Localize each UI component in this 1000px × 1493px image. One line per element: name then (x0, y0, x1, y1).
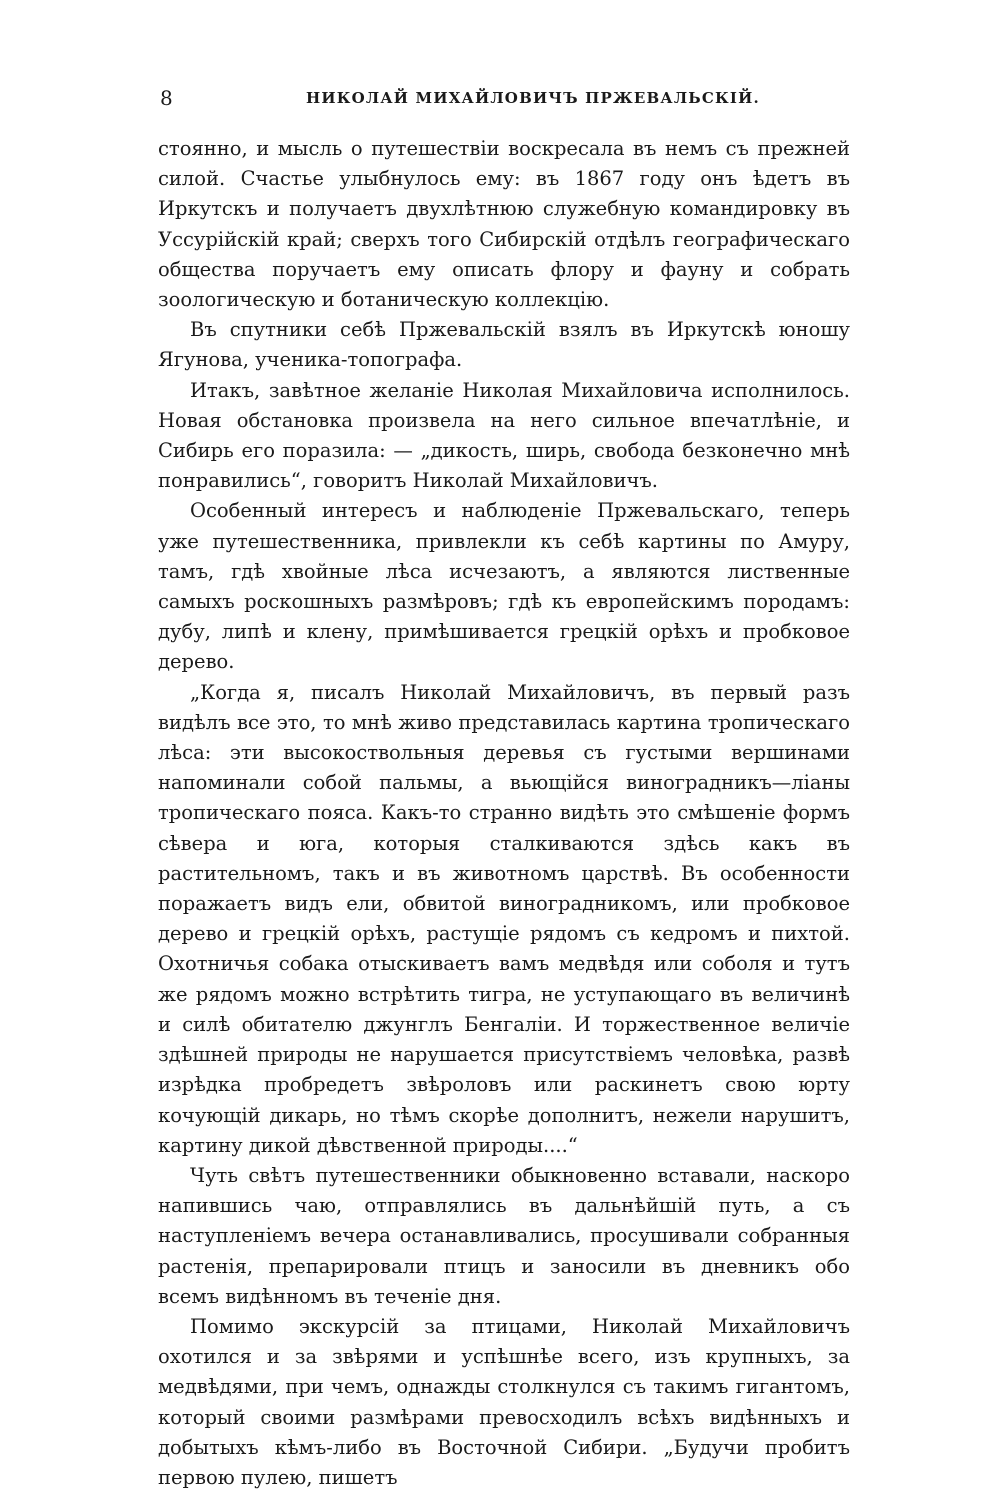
paragraph: стоянно, и мысль о путешествіи воскресала въ немъ съ прежней силой. Счастье улыбнулось ему: въ 1867 году онъ ѣдетъ въ Иркутскъ и получаетъ двухлѣтнюю служебную командировку въ Уссурійскій край; сверхъ того Сибирскій отдѣлъ географическаго общества поручаетъ ему описать флору и фауну и собрать зоологическую и ботаническую коллекцію. (158, 137, 850, 312)
body-text (158, 134, 850, 1493)
paragraph: Чуть свѣтъ путешественники обыкновенно вставали, наскоро напившись чаю, отправлялись въ дальнѣйшій путь, а съ наступленіемъ вечера останавливались, просушивали собранныя растенія, препарировали птицъ и заносили въ дневникъ обо всемъ видѣнномъ въ теченіе дня. (158, 1163, 850, 1308)
book-page (158, 86, 850, 1493)
paragraph: Въ спутники себѣ Пржевальскій взялъ въ Иркутскѣ юношу Ягунова, ученика-топографа. (158, 318, 850, 372)
paragraph: Итакъ, завѣтное желаніе Николая Михайловича исполнилось. Новая обстановка произвела на него сильное впечатлѣніе, и Сибирь его поразила: — „дикость, ширь, свобода безконечно мнѣ понравились“, говоритъ Николай Михайловичъ. (158, 378, 850, 493)
paragraph: „Когда я, писалъ Николай Михайловичъ, въ первый разъ видѣлъ все это, то мнѣ живо представилась картина тропическаго лѣса: эти высокоствольныя деревья съ густыми вершинами напоминали собой пальмы, а вьющійся виноградникъ—ліаны тропическаго пояса. Какъ-то странно видѣть это смѣшеніе формъ сѣвера и юга, которыя сталкиваются здѣсь какъ въ растительномъ, такъ и въ животномъ царствѣ. Въ особенности поражаетъ видъ ели, обвитой виноградникомъ, или пробковое дерево и грецкій орѣхъ, растущіе рядомъ съ кедромъ и пихтой. Охотничья собака отыскиваетъ вамъ медвѣдя или соболя и тутъ же рядомъ можно встрѣтить тигра, не уступающаго въ величинѣ и силѣ обитателю джунглъ Бенгаліи. И торжественное величіе здѣшней природы не нарушается присутствіемъ человѣка, развѣ изрѣдка пробредетъ звѣроловъ или раскинетъ свою юрту кочующій дикарь, но тѣмъ скорѣе дополнитъ, нежели нарушитъ, картину дикой дѣвственной природы....“ (158, 680, 850, 1157)
paragraph: Особенный интересъ и наблюденіе Пржевальскаго, теперь уже путешественника, привлекли къ себѣ картины по Амуру, тамъ, гдѣ хвойные лѣса исчезаютъ, а являются лиственные самыхъ роскошныхъ размѣровъ; гдѣ къ европейскимъ породамъ: дубу, липѣ и клену, примѣшивается грецкій орѣхъ и пробковое дерево. (158, 499, 850, 674)
paragraph: Помимо экскурсій за птицами, Николай Михайловичъ охотился и за звѣрями и успѣшнѣе всего, изъ крупныхъ, за медвѣдями, при чемъ, однажды столкнулся съ такимъ гигантомъ, который своими размѣрами превосходилъ всѣхъ видѣнныхъ и добытыхъ кѣмъ-либо въ Восточной Сибири. „Будучи пробитъ первою пулею, пишетъ (158, 1314, 850, 1489)
page-header (158, 86, 850, 116)
running-title: НИКОЛАЙ МИХАЙЛОВИЧЪ ПРЖЕВАЛЬСКІЙ. (306, 89, 760, 107)
page-number: 8 (160, 86, 173, 110)
